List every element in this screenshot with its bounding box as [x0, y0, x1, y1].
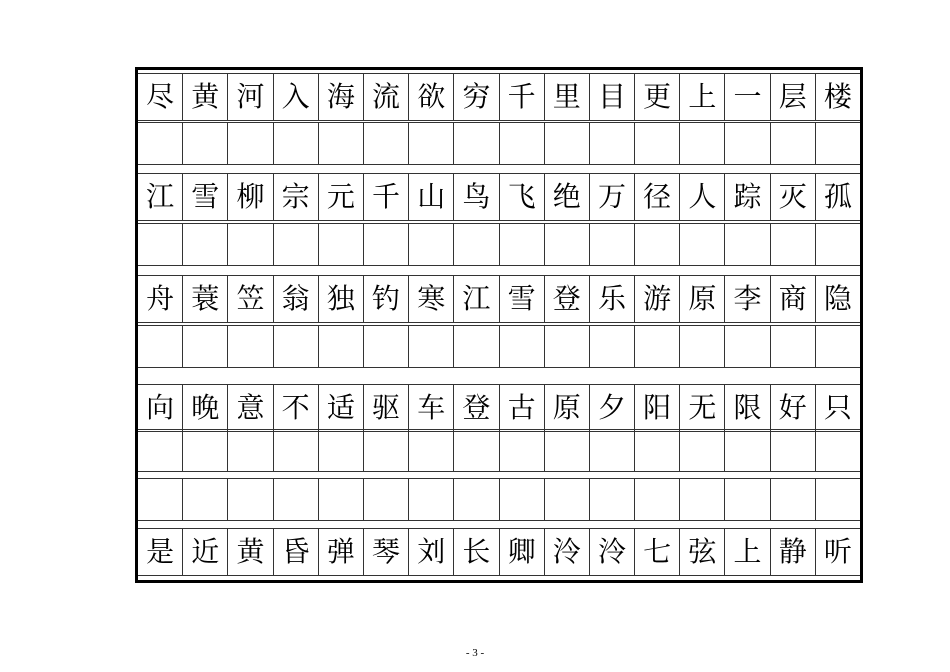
character-cell: 河	[228, 73, 273, 121]
row-cells	[138, 122, 860, 165]
character-cell: 刘	[409, 528, 454, 576]
empty-practice-cell	[183, 429, 228, 472]
character-cell: 原	[545, 384, 590, 432]
empty-practice-cell	[319, 429, 364, 472]
empty-practice-cell	[816, 478, 860, 521]
character-cell: 踪	[725, 173, 770, 221]
empty-practice-cell	[138, 429, 183, 472]
character-cell: 万	[590, 173, 635, 221]
row-cells	[138, 73, 860, 121]
empty-practice-cell	[409, 325, 454, 368]
character-cell: 无	[680, 384, 725, 432]
character-cell: 七	[635, 528, 680, 576]
character-cell: 千	[364, 173, 409, 221]
character-cell: 径	[635, 173, 680, 221]
empty-practice-cell	[319, 122, 364, 165]
empty-practice-cell	[274, 429, 319, 472]
character-cell: 隐	[823, 282, 852, 315]
character-cell: 目	[590, 73, 635, 121]
grid-row-8	[138, 426, 860, 475]
character-cell: 夕	[590, 384, 635, 432]
empty-practice-cell	[680, 122, 725, 165]
character-cell: 里	[545, 73, 590, 121]
character-cell: 古	[500, 384, 545, 432]
character-cell: 游	[635, 275, 680, 323]
empty-practice-cell	[183, 122, 228, 165]
empty-practice-cell	[771, 478, 816, 521]
empty-practice-cell	[590, 429, 635, 472]
character-cell: 独	[319, 275, 364, 323]
character-practice-grid	[135, 67, 863, 583]
empty-practice-cell	[816, 429, 860, 472]
character-cell: 宗	[274, 173, 319, 221]
empty-practice-cell	[590, 223, 635, 266]
character-cell: 不	[274, 384, 319, 432]
character-cell: 鸟	[454, 173, 499, 221]
character-cell: 是	[138, 528, 183, 576]
row-cells	[138, 275, 860, 323]
empty-practice-cell	[545, 122, 590, 165]
empty-practice-cell	[183, 478, 228, 521]
character-cell: 泠	[545, 528, 590, 576]
row-guide-line	[138, 164, 860, 165]
row-guide-line	[138, 367, 860, 368]
character-cell: 山	[409, 173, 454, 221]
character-cell: 柳	[228, 173, 273, 221]
character-cell: 琴	[364, 528, 409, 576]
empty-practice-cell	[364, 325, 409, 368]
empty-practice-cell	[590, 478, 635, 521]
row-cells	[138, 429, 860, 472]
row-cells	[138, 528, 860, 576]
row-guide-line	[138, 520, 860, 521]
character-cell: 泠	[590, 528, 635, 576]
empty-practice-cell	[771, 122, 816, 165]
empty-practice-cell	[364, 478, 409, 521]
empty-practice-cell	[409, 478, 454, 521]
row-guide-line	[138, 471, 860, 472]
empty-practice-cell	[183, 223, 228, 266]
character-cell: 一	[725, 73, 770, 121]
empty-practice-cell	[545, 325, 590, 368]
empty-practice-cell	[319, 223, 364, 266]
grid-row-10	[138, 525, 860, 579]
character-cell: 蓑	[183, 275, 228, 323]
character-cell: 尽	[138, 73, 183, 121]
empty-practice-cell	[725, 122, 770, 165]
character-cell: 近	[183, 528, 228, 576]
character-cell: 元	[319, 173, 364, 221]
empty-practice-cell	[454, 122, 499, 165]
empty-practice-cell	[635, 429, 680, 472]
grid-row-6	[138, 322, 860, 371]
empty-practice-cell	[635, 478, 680, 521]
empty-practice-cell	[635, 122, 680, 165]
empty-practice-cell	[500, 122, 545, 165]
character-cell: 晚	[183, 384, 228, 432]
empty-practice-cell	[545, 223, 590, 266]
character-cell: 层	[771, 73, 816, 121]
empty-practice-cell	[138, 478, 183, 521]
character-cell: 雪	[183, 173, 228, 221]
character-cell: 昏	[274, 528, 319, 576]
empty-practice-cell	[816, 122, 860, 165]
empty-practice-cell	[138, 122, 183, 165]
character-cell: 穷	[454, 73, 499, 121]
character-cell: 驱	[364, 384, 409, 432]
character-cell: 绝	[545, 173, 590, 221]
empty-practice-cell	[364, 429, 409, 472]
empty-practice-cell	[725, 478, 770, 521]
empty-practice-cell	[228, 325, 273, 368]
row-cells	[138, 325, 860, 368]
empty-practice-cell	[228, 429, 273, 472]
character-cell: 黄	[228, 528, 273, 576]
empty-practice-cell	[500, 478, 545, 521]
grid-row-2	[138, 119, 860, 168]
empty-practice-cell	[319, 325, 364, 368]
empty-practice-cell	[771, 223, 816, 266]
character-cell: 千	[500, 73, 545, 121]
empty-practice-cell	[228, 223, 273, 266]
empty-practice-cell	[771, 325, 816, 368]
empty-practice-cell	[409, 429, 454, 472]
character-cell: 翁	[274, 275, 319, 323]
character-cell: 商	[771, 275, 816, 323]
row-cells	[138, 173, 860, 221]
empty-practice-cell	[183, 325, 228, 368]
empty-practice-cell	[771, 429, 816, 472]
empty-practice-cell	[454, 478, 499, 521]
empty-practice-cell	[228, 478, 273, 521]
character-cell: 登	[454, 384, 499, 432]
character-cell: 更	[635, 73, 680, 121]
empty-practice-cell	[816, 223, 860, 266]
empty-practice-cell	[454, 223, 499, 266]
empty-practice-cell	[635, 223, 680, 266]
character-cell: 江	[454, 275, 499, 323]
character-cell: 上	[680, 73, 725, 121]
row-cells	[138, 478, 860, 521]
character-cell: 寒	[409, 275, 454, 323]
empty-practice-cell	[500, 325, 545, 368]
row-cells	[138, 384, 860, 432]
grid-row-9	[138, 475, 860, 524]
empty-practice-cell	[138, 223, 183, 266]
row-cells	[138, 223, 860, 266]
character-cell: 黄	[183, 73, 228, 121]
character-cell: 孤	[823, 180, 852, 213]
grid-row-5	[138, 272, 860, 326]
character-cell: 飞	[500, 173, 545, 221]
empty-practice-cell	[635, 325, 680, 368]
grid-row-3	[138, 170, 860, 224]
character-cell: 笠	[228, 275, 273, 323]
empty-practice-cell	[725, 223, 770, 266]
character-cell: 海	[319, 73, 364, 121]
character-cell: 向	[138, 384, 183, 432]
empty-practice-cell	[274, 223, 319, 266]
character-cell: 登	[545, 275, 590, 323]
empty-practice-cell	[274, 325, 319, 368]
character-cell: 舟	[138, 275, 183, 323]
character-cell: 卿	[500, 528, 545, 576]
character-cell: 入	[274, 73, 319, 121]
character-cell: 静	[771, 528, 816, 576]
character-cell: 好	[771, 384, 816, 432]
character-cell: 乐	[590, 275, 635, 323]
character-cell: 雪	[500, 275, 545, 323]
empty-practice-cell	[138, 325, 183, 368]
row-guide-line	[138, 265, 860, 266]
grid-row-4	[138, 220, 860, 269]
empty-practice-cell	[590, 122, 635, 165]
empty-practice-cell	[364, 122, 409, 165]
character-cell: 欲	[409, 73, 454, 121]
grid-row-1	[138, 70, 860, 124]
character-cell: 长	[454, 528, 499, 576]
page-number: - 3 -	[465, 647, 485, 659]
character-cell: 意	[228, 384, 273, 432]
character-cell: 李	[725, 275, 770, 323]
empty-practice-cell	[816, 325, 860, 368]
character-cell: 流	[364, 73, 409, 121]
empty-practice-cell	[545, 429, 590, 472]
character-cell: 上	[725, 528, 770, 576]
character-cell: 楼	[823, 80, 852, 113]
empty-practice-cell	[725, 325, 770, 368]
empty-practice-cell	[680, 223, 725, 266]
empty-practice-cell	[725, 429, 770, 472]
character-cell: 阳	[635, 384, 680, 432]
row-guide-line	[138, 575, 860, 576]
empty-practice-cell	[590, 325, 635, 368]
empty-practice-cell	[680, 478, 725, 521]
empty-practice-cell	[454, 429, 499, 472]
empty-practice-cell	[409, 122, 454, 165]
character-cell: 限	[725, 384, 770, 432]
character-cell: 弹	[319, 528, 364, 576]
empty-practice-cell	[454, 325, 499, 368]
character-cell: 适	[319, 384, 364, 432]
character-cell: 人	[680, 173, 725, 221]
empty-practice-cell	[680, 429, 725, 472]
empty-practice-cell	[228, 122, 273, 165]
empty-practice-cell	[500, 429, 545, 472]
character-cell: 车	[409, 384, 454, 432]
character-cell: 听	[823, 535, 852, 568]
empty-practice-cell	[319, 478, 364, 521]
empty-practice-cell	[680, 325, 725, 368]
character-cell: 弦	[680, 528, 725, 576]
empty-practice-cell	[274, 478, 319, 521]
character-cell: 江	[138, 173, 183, 221]
empty-practice-cell	[545, 478, 590, 521]
character-cell: 钓	[364, 275, 409, 323]
empty-practice-cell	[409, 223, 454, 266]
empty-practice-cell	[500, 223, 545, 266]
empty-practice-cell	[364, 223, 409, 266]
empty-practice-cell	[274, 122, 319, 165]
character-cell: 只	[823, 391, 852, 424]
character-cell: 灭	[771, 173, 816, 221]
character-cell: 原	[680, 275, 725, 323]
